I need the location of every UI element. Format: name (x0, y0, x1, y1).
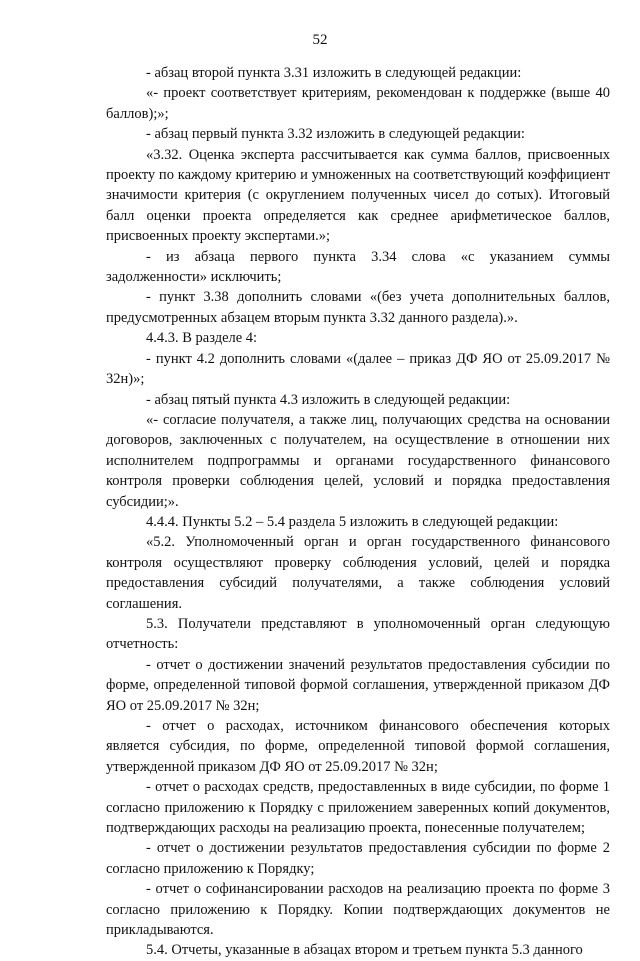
paragraph: «3.32. Оценка эксперта рассчитывается как сумма баллов, присвоенных проекту по каждому критерию и умноженных на соответствующий коэффициент значимости критерия (с округлением полученных чисел до сотых). Итоговый балл оценки проекта определяется как среднее арифметическое баллов, присвоенных проекту экспертами.»; (106, 146, 610, 245)
paragraph: - абзац второй пункта 3.31 изложить в следующей редакции: (146, 65, 522, 81)
paragraph: - отчет о достижении результатов предоставления субсидии по форме 2 согласно приложению к Порядку; (106, 840, 610, 877)
paragraph: 4.4.4. Пункты 5.2 – 5.4 раздела 5 изложить в следующей редакции: (146, 513, 559, 530)
paragraph: «- согласие получателя, а также лиц, получающих средства на основании договоров, заключенных с получателем, на осуществление в отношении них исполнителем подпрограммы и органами государственного финансового контроля проверки соблюдения целей, условий и порядка предоставления субсидии;». (106, 411, 610, 510)
paragraph: «5.2. Уполномоченный орган и орган государственного финансового контроля осуществляют проверку соблюдения условий, целей и порядка предоставления субсидий получателями, а также соблюдения условий соглашения. (106, 534, 610, 612)
paragraph: - пункт 4.2 дополнить словами «(далее – приказ ДФ ЯО от 25.09.2017 № 32н)»; (106, 350, 610, 388)
paragraph: - из абзаца первого пункта 3.34 слова «с указанием суммы задолженности» исключить; (106, 248, 610, 286)
page-number: 52 (312, 32, 328, 48)
paragraph: - пункт 3.38 дополнить словами «(без учета дополнительных баллов, предусмотренных абзацем вторым пункта 3.32 данного раздела).». (106, 289, 610, 326)
paragraph: - абзац пятый пункта 4.3 изложить в следующей редакции: (146, 391, 511, 408)
paragraph: - отчет о софинансировании расходов на реализацию проекта по форме 3 согласно приложению к Порядку. Копии подтверждающих документов не прикладываются. (106, 881, 610, 939)
paragraph: - отчет о расходах средств, предоставленных в виде субсидии, по форме 1 согласно приложению к Порядку с приложением заверенных копий документов, подтверждающих расходы на реализацию проекта, понесенные получателем; (106, 779, 610, 837)
paragraph: 5.4. Отчеты, указанные в абзацах втором и третьем пункта 5.3 данного (146, 942, 583, 959)
paragraph: 4.4.3. В разделе 4: (146, 330, 258, 347)
paragraph: «- проект соответствует критериям, рекомендован к поддержке (выше 40 баллов);»; (106, 85, 610, 122)
paragraph: - отчет о достижении значений результатов предоставления субсидии по форме, определенной типовой формой соглашения, утвержденной приказом ДФ ЯО от 25.09.2017 № 32н; (106, 656, 610, 714)
paragraph: - абзац первый пункта 3.32 изложить в следующей редакции: (146, 126, 525, 143)
document-body (106, 63, 610, 961)
paragraph: - отчет о расходах, источником финансового обеспечения которых является субсидия, по форме, определенной типовой формой соглашения, утвержденной приказом ДФ ЯО от 25.09.2017 № 32н; (106, 718, 610, 775)
paragraph: 5.3. Получатели представляют в уполномоченный орган следующую отчетность: (106, 615, 610, 653)
